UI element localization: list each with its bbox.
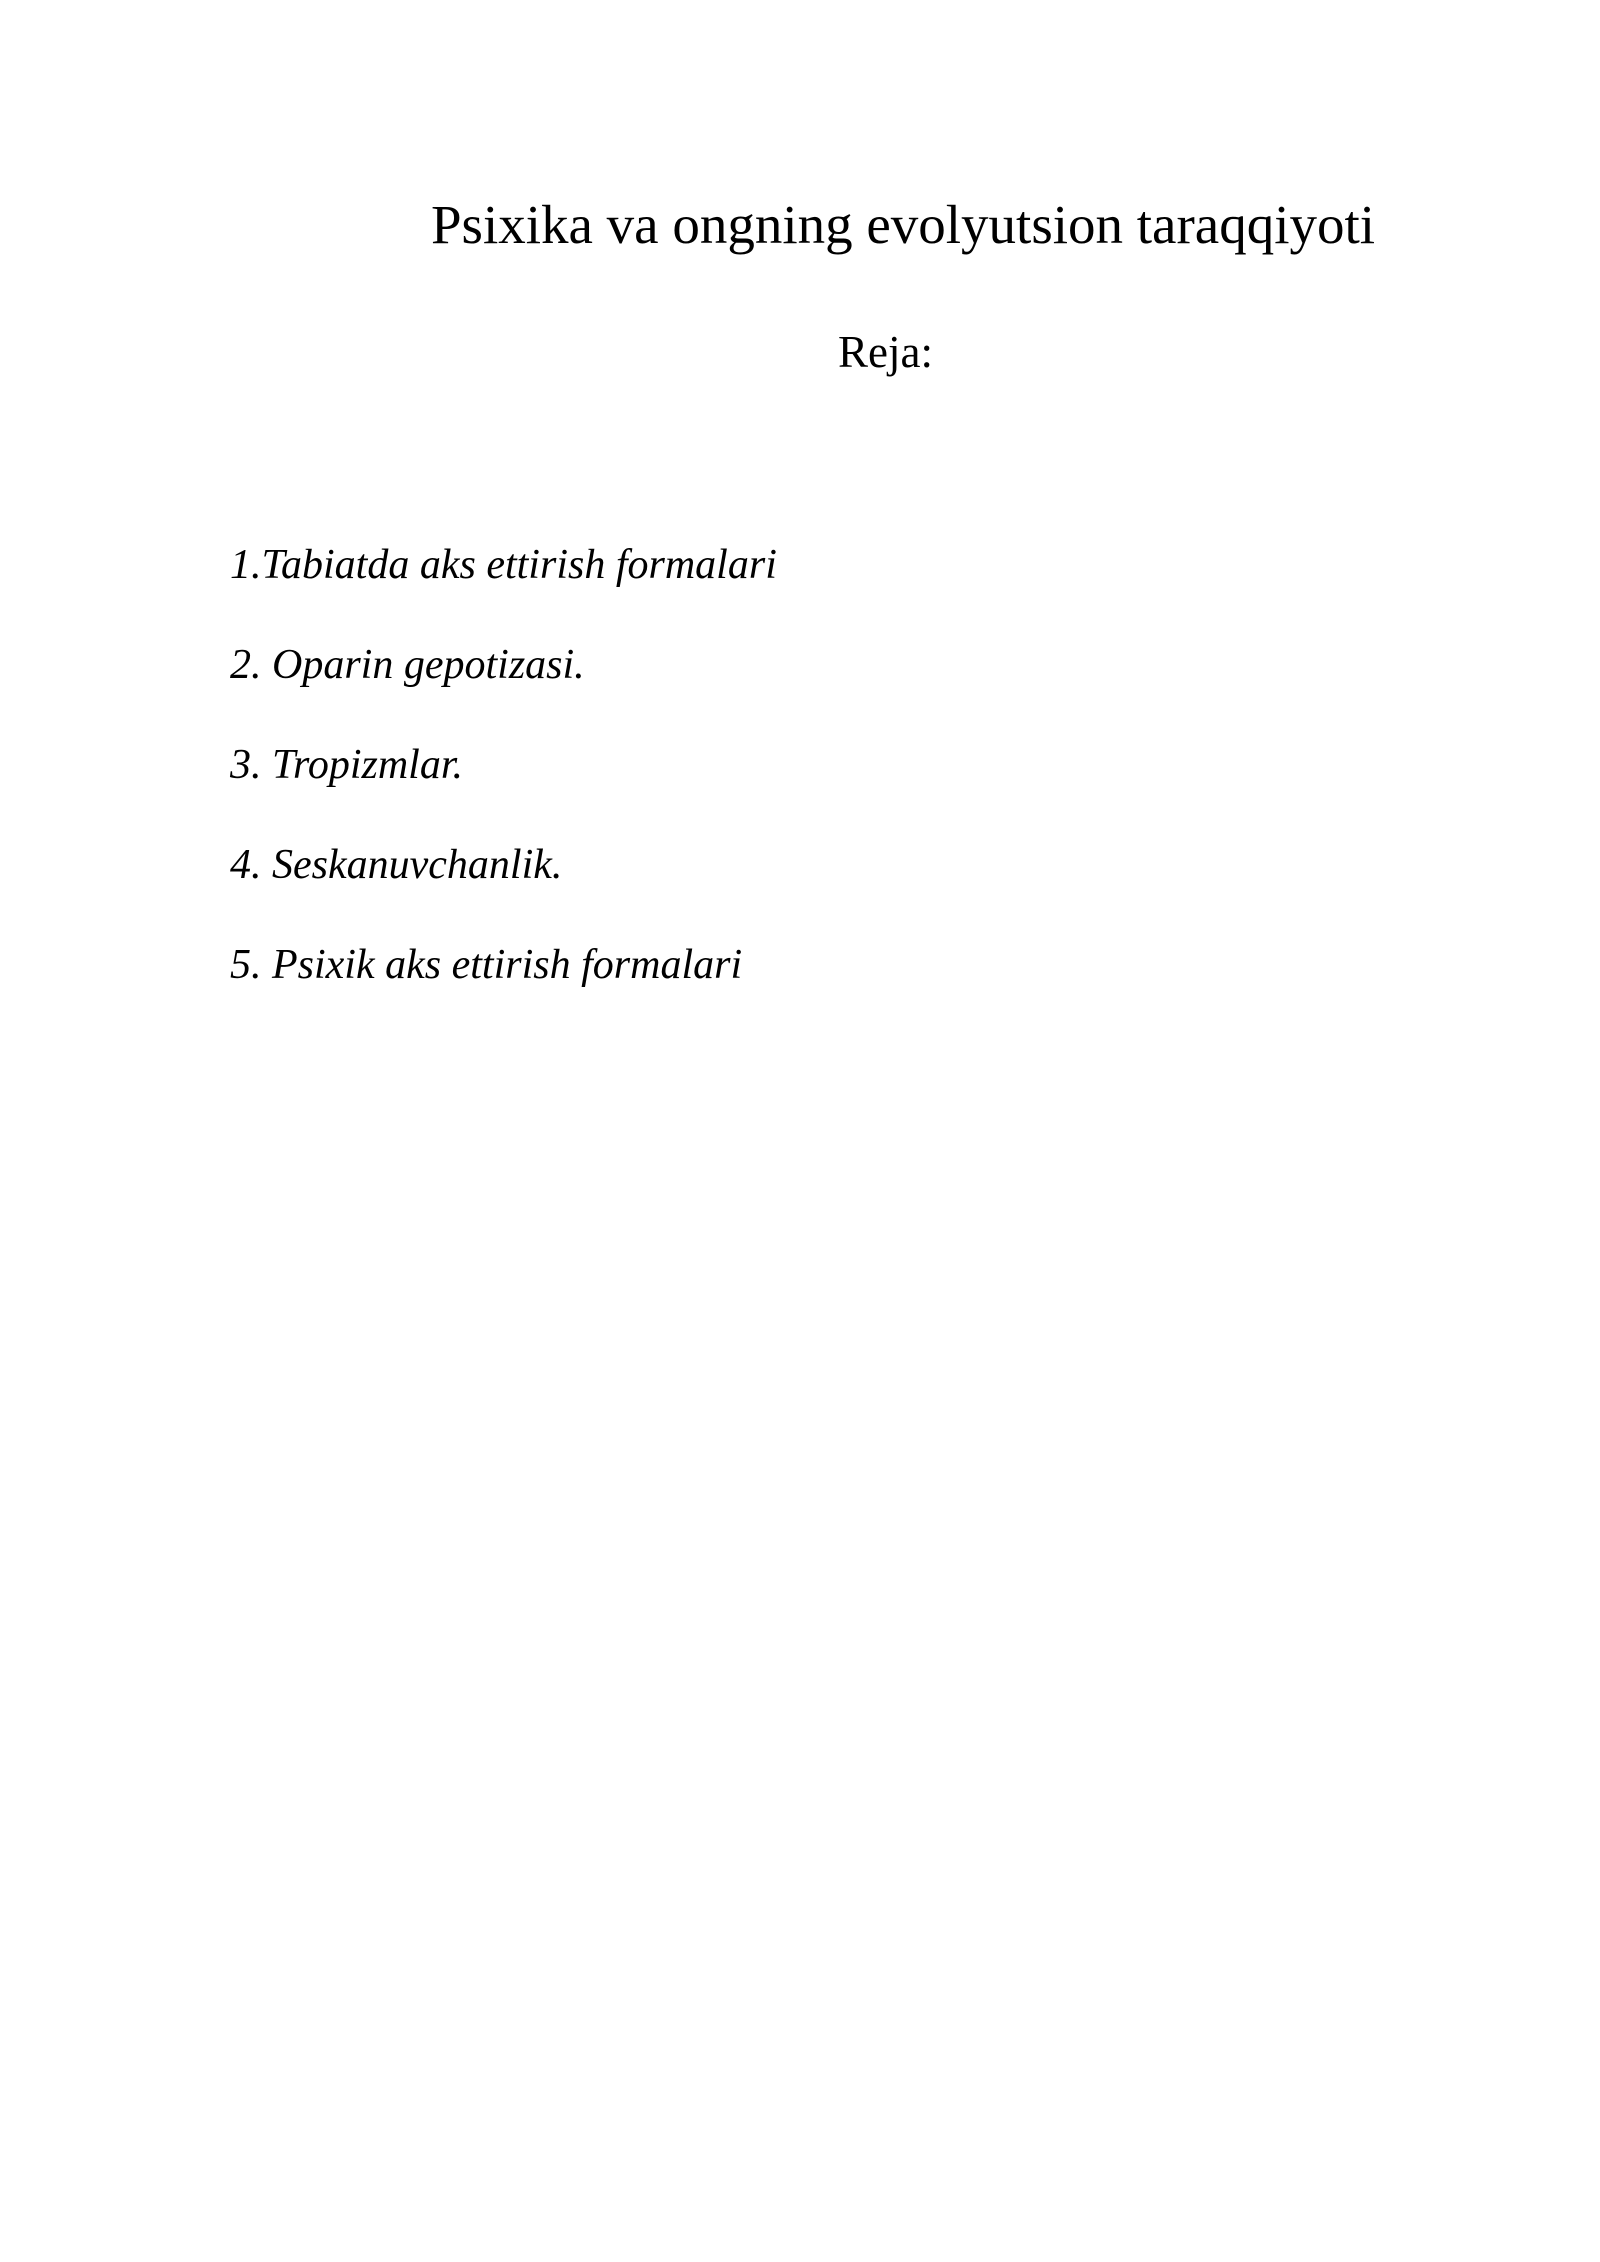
document-title: Psixika va ongning evolyutsion taraqqiyoti xyxy=(430,194,1376,255)
plan-list xyxy=(230,535,777,1035)
plan-item-3: 3. Tropizmlar. xyxy=(230,742,464,788)
plan-item-1: 1.Tabiatda aks ettirish formalari xyxy=(230,542,777,588)
plan-item-5: 5. Psixik aks ettirish formalari xyxy=(230,942,743,988)
plan-heading: Reja: xyxy=(838,327,933,377)
plan-item-2: 2. Oparin gepotizasi. xyxy=(230,642,585,688)
plan-item-4: 4. Seskanuvchanlik. xyxy=(230,842,563,888)
